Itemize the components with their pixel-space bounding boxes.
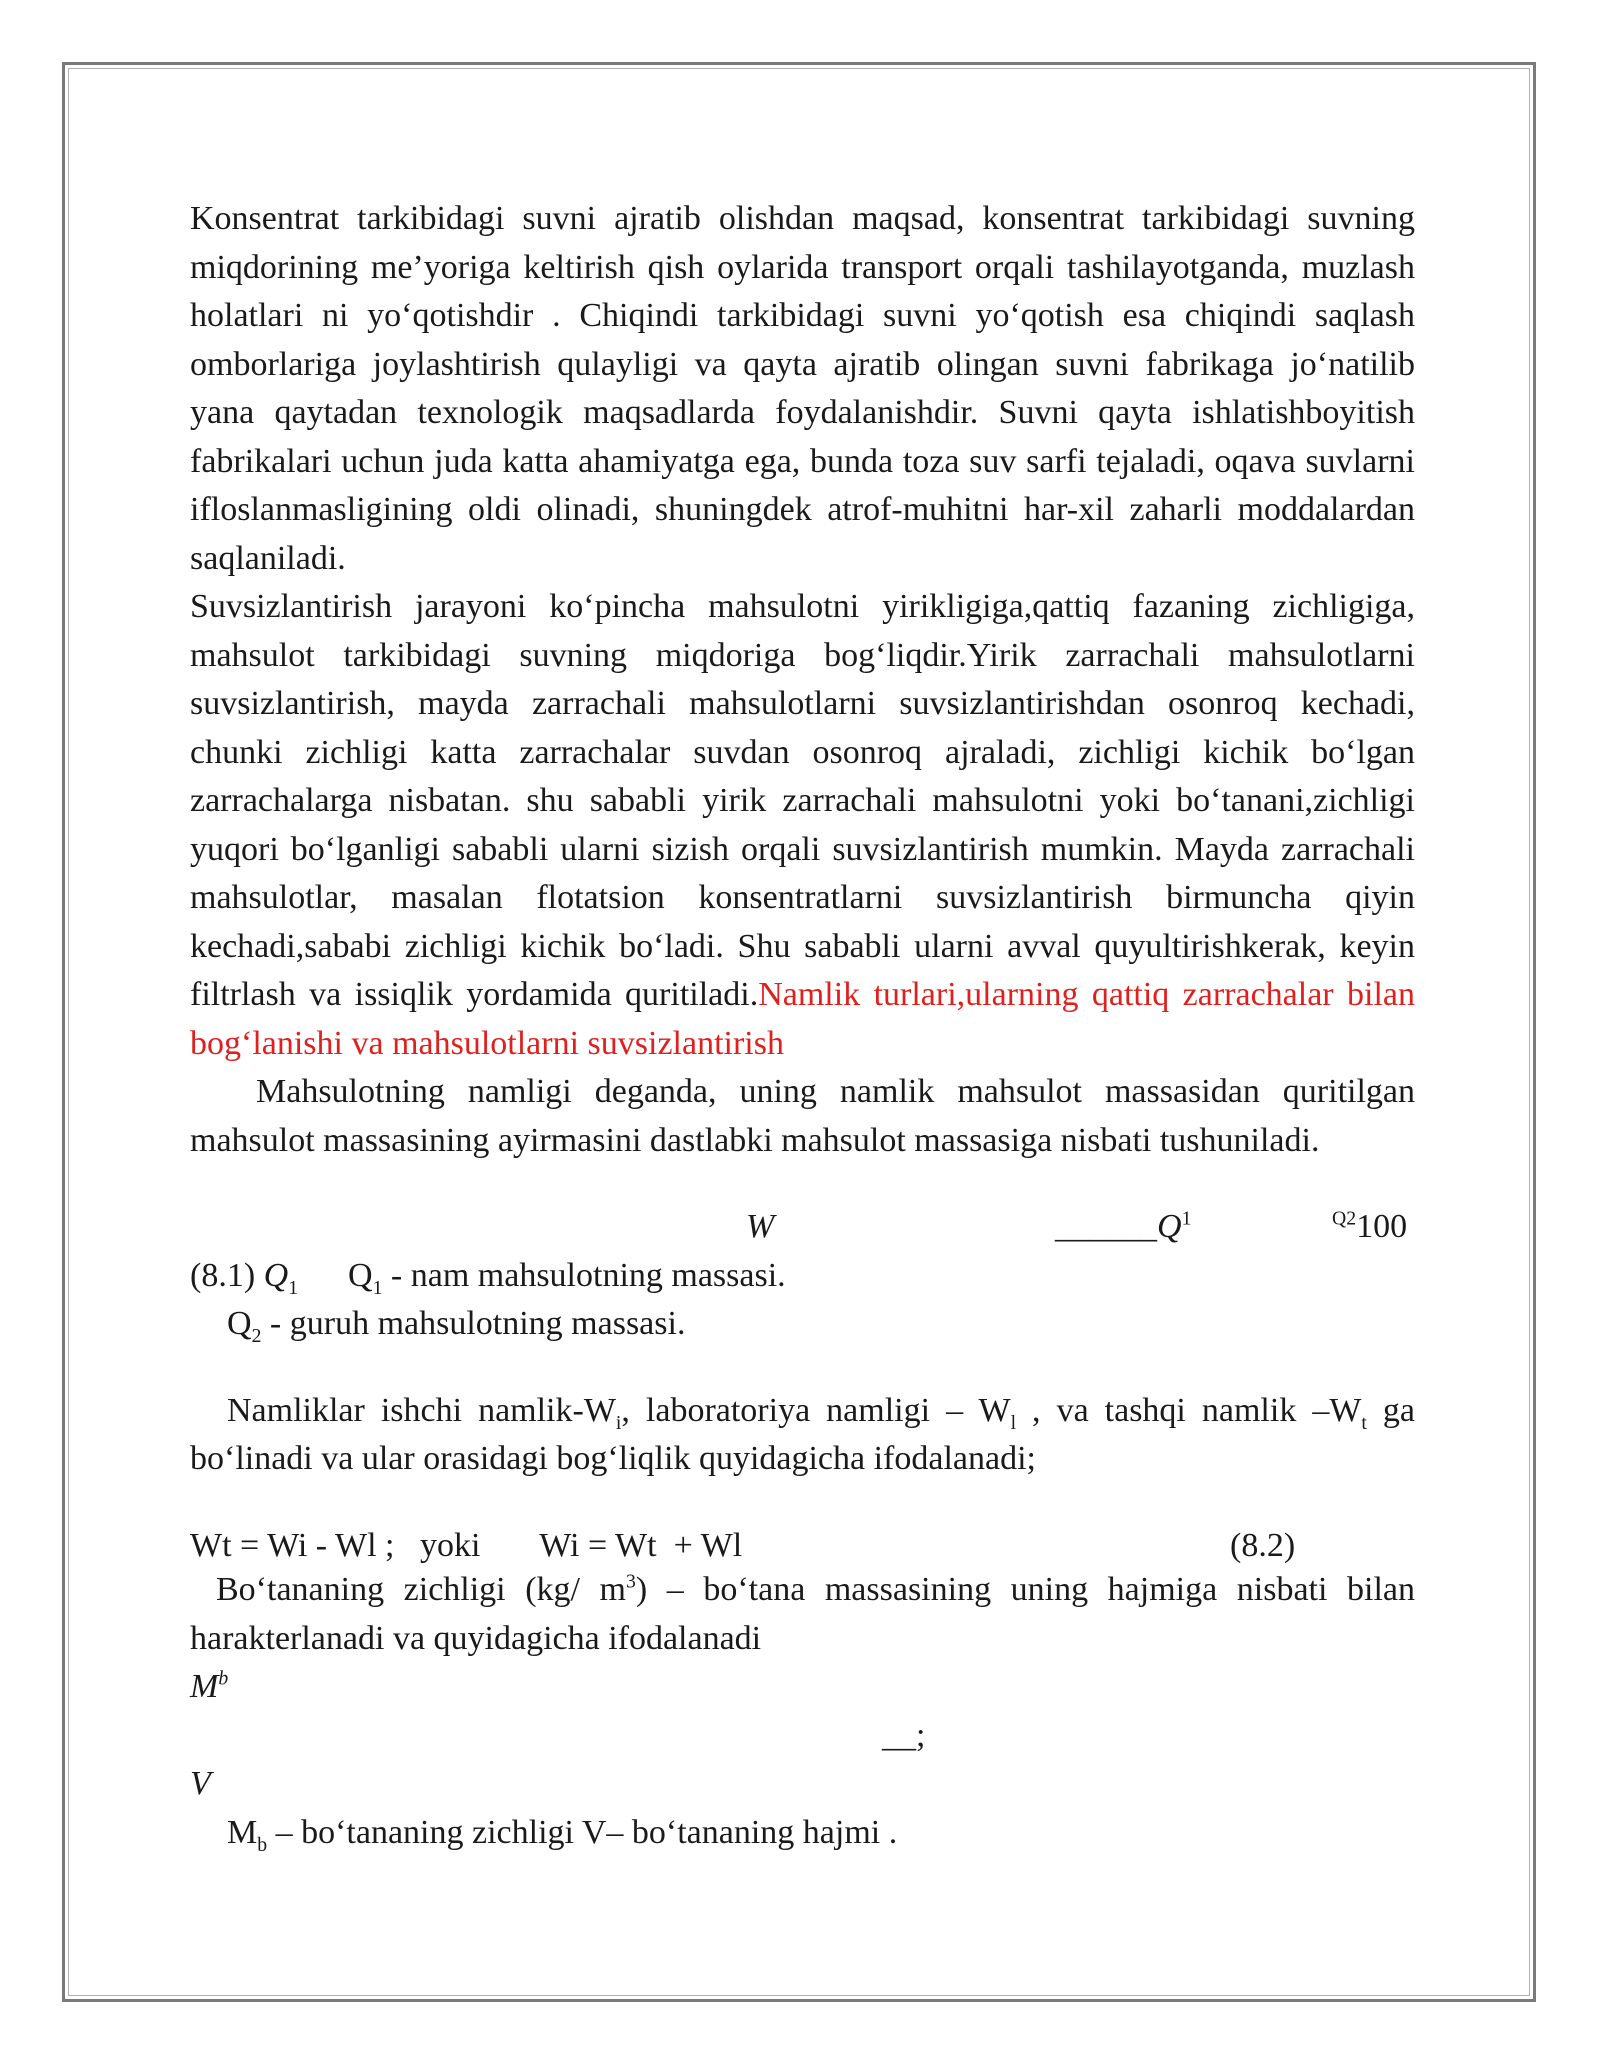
formula-w: W xyxy=(746,1208,775,1245)
paragraph-dewatering xyxy=(190,583,1415,1068)
formula-8-1-bottom xyxy=(190,1252,1415,1301)
formula-fraction-bar: __; xyxy=(882,1716,926,1754)
definition-mb: $M_b$ – bo‘tananing zichligi V– bo‘tananing hajmi . xyxy=(227,1813,898,1856)
formula-8-1-top xyxy=(190,1203,1415,1252)
formula-8-2-expression: Wt = Wi - Wl ; yoki Wi = Wt + Wl xyxy=(190,1526,743,1564)
formula-3-numerator xyxy=(190,1663,1415,1712)
formula-number-8-1: (8.1) $Q_1$ xyxy=(190,1256,299,1299)
formula-8-2 xyxy=(190,1522,1415,1571)
paragraph-moisture-definition: Mahsulotning namligi deganda, uning namlik mahsulot massasidan quritilgan mahsulot massasining ayirmasini dastlabki mahsulot massasiga nisbati tushuniladi. xyxy=(190,1073,1415,1159)
formula-number-8-2: (8.2) xyxy=(1230,1526,1296,1564)
definition-q2: $Q_2$ - guruh mahsulotning massasi. xyxy=(227,1305,686,1347)
section-heading-red: Namlik turlari,ularning qattiq zarrachalar bilan bog‘lanishi va mahsulotlarni suvsizlantirish xyxy=(190,976,1415,1062)
document-page xyxy=(62,62,1536,2002)
formula-q2-100: $^{Q2}$100 xyxy=(1332,1207,1408,1245)
definition-q1: $Q_1$ - nam mahsulotning massasi. xyxy=(348,1256,786,1299)
spacer xyxy=(190,1165,1415,1203)
document-body xyxy=(190,195,1415,1857)
formula-m: $M^b$ xyxy=(190,1667,229,1705)
formula-dash: $\_\_\_\_\_\_Q^1$ xyxy=(1055,1207,1192,1245)
spacer xyxy=(190,1484,1415,1522)
paragraph-purpose: Konsentrat tarkibidagi suvni ajratib olishdan maqsad, konsentrat tarkibidagi suvning miqdorining me’yoriga keltirish qish oylarida transport orqali tashilayotganda, muzlash holatlari ni yo‘qotishdir . Chiqindi tarkibidagi suvni yo‘qotish esa chiqindi saqlash omborlariga joylashtirish qulayligi va qayta ajratib olingan suvni fabrikaga jo‘natilib yana qaytadan texnologik maqsadlarda foydalanishdir. Suvni qayta ishlatishboyitish fabrikalari uchun juda katta ahamiyatga ega, bunda toza suv sarfi tejaladi, oqava suvlarni ifloslanmasligining oldi olinadi, shuningdek atrof-muhitni har-xil zaharli moddalardan saqlaniladi. xyxy=(190,200,1415,577)
paragraph-dewatering-text: Suvsizlantirish jarayoni ko‘pincha mahsulotni yirikligiga,qattiq fazaning zichligiga, mahsulot tarkibidagi suvning miqdoriga bog‘liqdir.Yirik zarrachali mahsulotlarni suvsizlantirish, mayda zarrachali mahsulotlarni suvsizlantirishdan osonroq kechadi, chunki zichligi katta zarrachalar suvdan osonroq ajraladi, zichligi kichik bo‘lgan zarrachalarga nisbatan. shu sababli yirik zarrachali mahsulotni yoki bo‘tanani,zichligi yuqori bo‘lganligi sababli ularni sizish orqali suvsizlantirish mumkin. Mayda zarrachali mahsulotlar, masalan flotatsion konsentratlarni suvsizlantirish birmuncha qiyin kechadi,sababi zichligi kichik bo‘ladi. Shu sababli ularni avval quyultirishkerak, keyin filtrlash va issiqlik yordamida quritiladi. xyxy=(190,588,1415,1013)
formula-3-bar xyxy=(190,1712,1415,1761)
paragraph-moisture-types: Namliklar ishchi namlik-$W_i$, laboratoriya namligi – $W_l$ , va tashqi namlik $-W_t$ ga bo‘linadi va ular orasidagi bog‘liqlik quyidagicha ifodalanadi; xyxy=(190,1391,1416,1477)
paragraph-slurry-density: Bo‘tananing zichligi (kg/ $m^3$) – bo‘tana massasining uning hajmiga nisbati bilan harakterlanadi va quyidagicha ifodalanadi xyxy=(190,1570,1415,1657)
formula-v: V xyxy=(190,1765,211,1802)
formula-3-denominator xyxy=(190,1760,1415,1809)
spacer xyxy=(190,1349,1415,1387)
